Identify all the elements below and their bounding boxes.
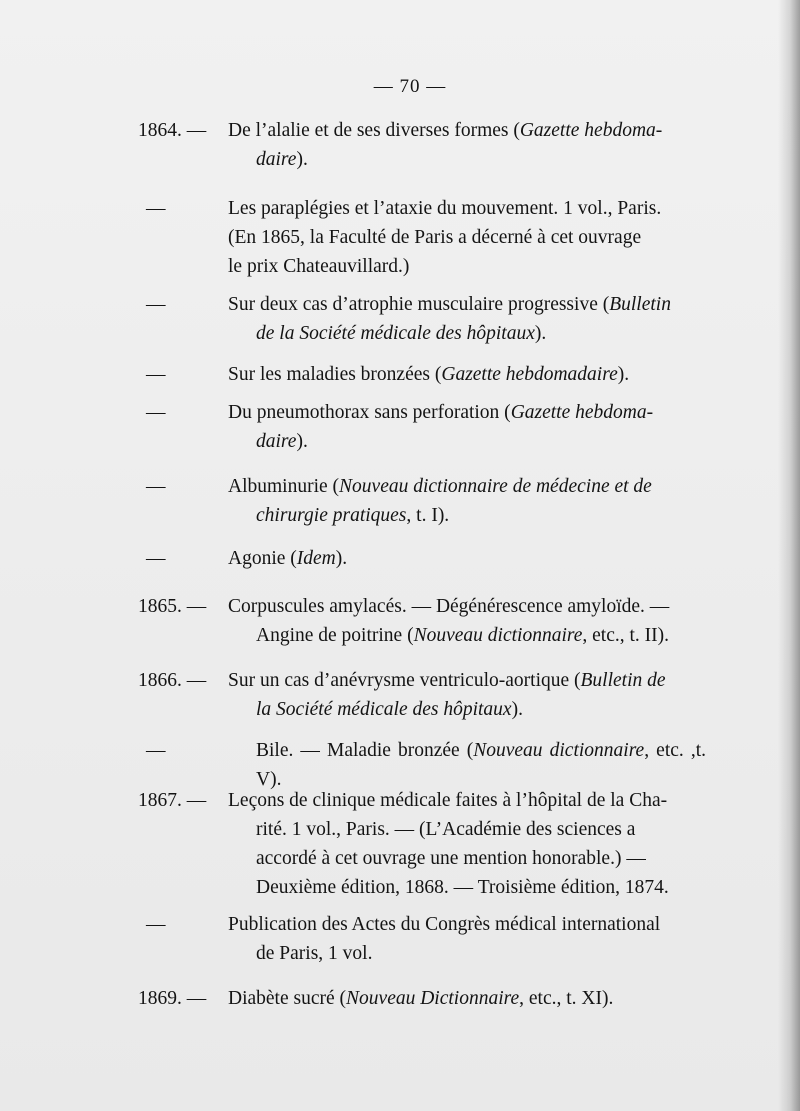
entry-text: Agonie (Idem).	[228, 548, 348, 569]
bibliography-entry	[0, 194, 800, 281]
entry-year-label: 1869. —	[138, 988, 207, 1009]
bibliography-entry	[0, 786, 800, 902]
entry-text: Bile. — Maladie bronzée (Nouveau dictionnaire, etc. ,t. V).	[256, 740, 706, 790]
bibliography-entry	[0, 116, 800, 174]
bibliography-entry	[0, 592, 800, 650]
bibliography-entry	[0, 398, 800, 456]
entry-dash: —	[146, 364, 166, 385]
entry-dash: —	[146, 294, 166, 315]
entry-text: Albuminurie (Nouveau dictionnaire de médecine et de chirurgie pratiques, t. I).	[228, 476, 652, 526]
bibliography-entry	[0, 544, 800, 573]
entry-text: Sur les maladies bronzées (Gazette hebdomadaire).	[228, 364, 630, 385]
bibliography-entry	[0, 472, 800, 530]
entry-text: Corpuscules amylacés. — Dégénérescence amyloïde. — Angine de poitrine (Nouveau dictionnaire, etc., t. II).	[228, 596, 670, 646]
bibliography-entry	[0, 666, 800, 724]
entry-text: Les paraplégies et l’ataxie du mouvement. 1 vol., Paris. (En 1865, la Faculté de Paris a décerné à cet ouvrage le prix Chateauvillard.)	[228, 198, 662, 277]
entry-text: Publication des Actes du Congrès médical international de Paris, 1 vol.	[228, 914, 661, 964]
bibliography-entry	[0, 290, 800, 348]
entry-year-label: 1864. —	[138, 120, 207, 141]
page-number: — 70 —	[373, 76, 447, 97]
entry-dash: —	[146, 476, 166, 497]
entry-text: Diabète sucré (Nouveau Dictionnaire, etc., t. XI).	[228, 988, 614, 1009]
entry-dash: —	[146, 740, 166, 761]
entry-year-label: 1865. —	[138, 596, 207, 617]
entry-dash: —	[146, 198, 166, 219]
entry-text: Leçons de clinique médicale faites à l’hôpital de la Cha- rité. 1 vol., Paris. — (L’Académie des sciences a accordé à cet ouvrage une mention honorable.) — Deuxième édition, 1868. — Troisième édition, 1874.	[228, 790, 669, 898]
bibliography-entry	[0, 910, 800, 968]
entry-text: De l’alalie et de ses diverses formes (Gazette hebdoma- daire).	[228, 120, 663, 170]
bibliography-entry	[0, 360, 800, 389]
entry-dash: —	[146, 402, 166, 423]
bibliography-entry	[0, 984, 800, 1013]
entry-year-label: 1867. —	[138, 790, 207, 811]
entry-dash: —	[146, 914, 166, 935]
entry-text: Du pneumothorax sans perforation (Gazette hebdoma- daire).	[228, 402, 654, 452]
entry-year-label: 1866. —	[138, 670, 207, 691]
entry-text: Sur deux cas d’atrophie musculaire progressive (Bulletin de la Société médicale des hôpitaux).	[228, 294, 671, 344]
entry-text: Sur un cas d’anévrysme ventriculo-aortique (Bulletin de la Société médicale des hôpitaux).	[228, 670, 666, 720]
entry-dash: —	[146, 548, 166, 569]
